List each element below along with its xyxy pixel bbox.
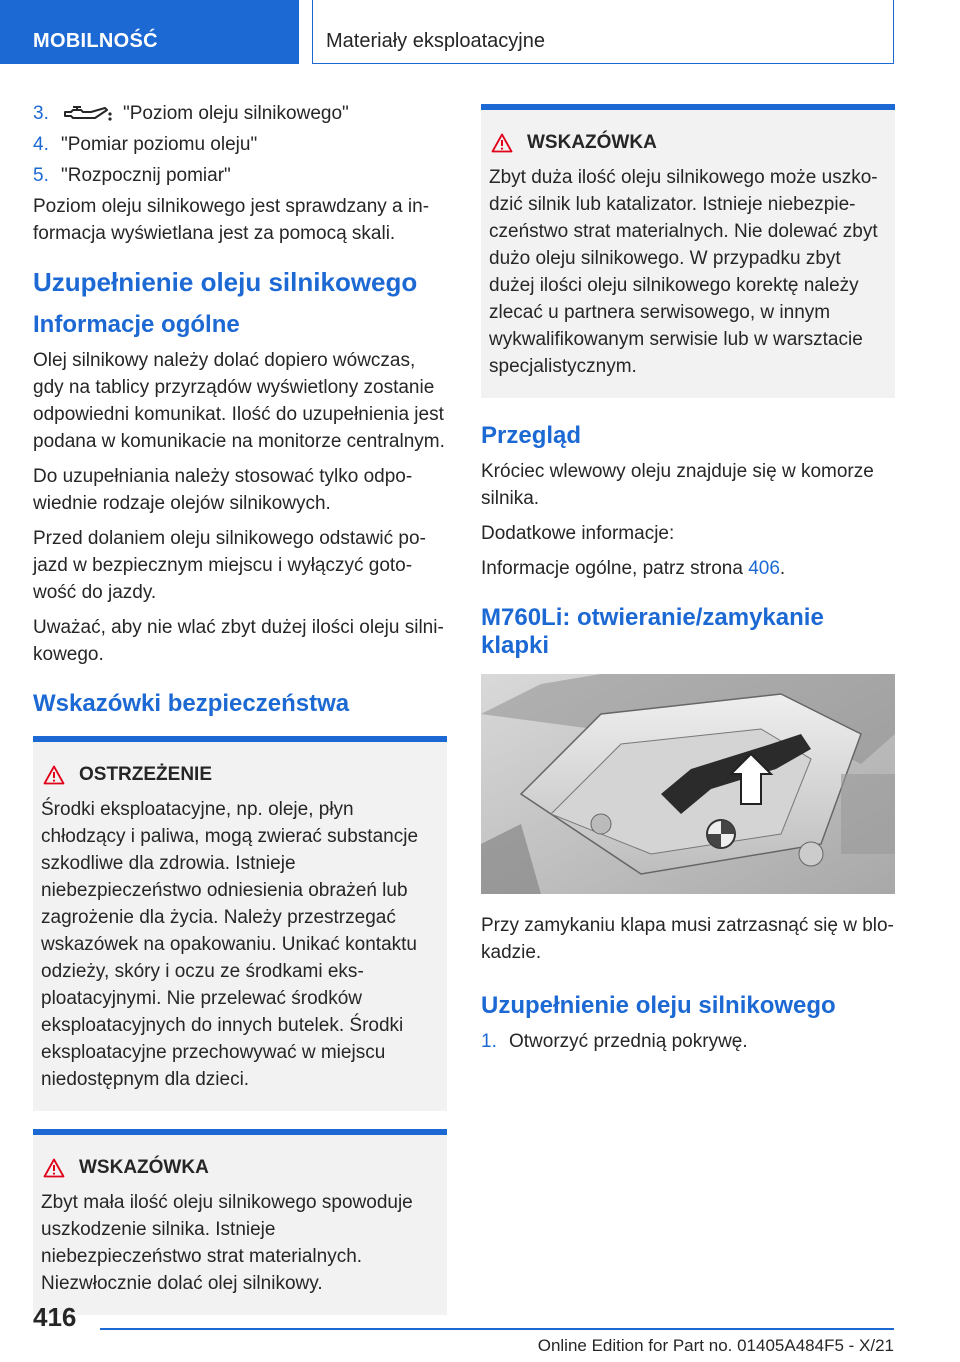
note-box (33, 1129, 447, 1315)
page-number: 416 (33, 1302, 77, 1332)
paragraph: Uważać, aby nie wlać zbyt dużej ilości oleju silnikowego. (33, 617, 444, 665)
subheading-fill: Uzupełnienie oleju silnikowego (481, 992, 836, 1019)
subheading-m760: M760Li: otwieranie/zamykanie klapki (481, 604, 824, 659)
step-number: 1. (481, 1031, 497, 1052)
paragraph (481, 555, 895, 582)
header-section (0, 0, 299, 64)
image-caption: Przy zamykaniu klapa musi zatrzasnąć się w blokadzie. (481, 915, 894, 963)
intro-paragraph: Poziom oleju silnikowego jest sprawdzany a informacja wyświetlana jest za pomocą skali. (33, 196, 430, 244)
paragraph: Do uzupełniania należy stosować tylko odpowiednie rodzaje olejów silnikowych. (33, 466, 413, 514)
section-heading: Uzupełnienie oleju silnikowego (33, 267, 418, 297)
list-item (33, 131, 447, 158)
subheading-safety: Wskazówki bezpieczeństwa (33, 690, 350, 717)
note-box (481, 104, 895, 398)
step-text: "Poziom oleju silnikowego" (123, 103, 349, 124)
warning-title: OSTRZEŻENIE (79, 764, 213, 785)
step-number: 4. (33, 134, 49, 155)
warning-text: Środki eksploatacyjne, np. oleje, płyn chłodzący i paliwa, mogą zwierać substancje szkodliwe dla zdrowia. Istnieje niebezpieczeństwo odniesienia obrażeń lub zagrożenie dla życia. Należy przestrzegać wskazówek na opakowaniu. Unikać kontaktu odzieży, skóry i oczu ze środkami eksploatacyjnymi. Nie przelewać środków eksploatacyjnych do innych butelek. Środki eksploatacyjne przechowywać w miejscu niedostępnym dla dzieci. (41, 799, 419, 1090)
header-chapter (312, 0, 894, 64)
subheading-review: Przegląd (481, 422, 582, 449)
step-text: "Rozpocznij pomiar" (61, 165, 231, 186)
note-title: WSKAZÓWKA (79, 1157, 209, 1178)
step-number: 5. (33, 165, 49, 186)
step-text: Otworzyć przednią pokrywę. (509, 1031, 748, 1052)
note-title: WSKAZÓWKA (527, 132, 657, 153)
note-text: Zbyt mała ilość oleju silnikowego spowoduje uszkodzenie silnika. Istnieje niebezpieczeństwo strat materialnych. Niezwłocznie dolać olej silnikowy. (41, 1192, 413, 1294)
warning-triangle-icon (43, 765, 65, 785)
header-section-label: MOBILNOŚĆ (33, 30, 158, 52)
crossref-end: . (779, 558, 786, 579)
paragraph: Przed dolaniem oleju silnikowego odstawić pojazd w bezpiecznym miejscu i wyłączyć gotowość do jazdy. (33, 528, 426, 603)
step-list (33, 100, 447, 189)
warning-box (33, 736, 447, 1111)
list-item (33, 162, 447, 189)
paragraph: Dodatkowe informacje: (481, 523, 675, 544)
list-item (481, 1028, 895, 1055)
paragraph: Olej silnikowy należy dolać dopiero wówczas, gdy na tablicy przyrządów wyświetlony zostanie odpowiedni komunikat. Ilość do uzupełnienia jest podana w komunikacie na monitorze centralnym. (33, 350, 445, 452)
warning-triangle-icon (491, 133, 513, 153)
step-text: "Pomiar poziomu oleju" (61, 134, 258, 155)
footer-divider (100, 1328, 894, 1330)
oil-can-icon (61, 104, 113, 124)
left-column (33, 100, 447, 1329)
engine-bay-image (481, 674, 895, 894)
right-column (481, 97, 895, 1059)
list-item (33, 100, 447, 127)
subheading-general: Informacje ogólne (33, 311, 240, 338)
step-list (481, 1028, 895, 1055)
page-link[interactable]: 406 (748, 558, 780, 579)
warning-triangle-icon (43, 1158, 65, 1178)
footer-edition: Online Edition for Part no. 01405A484F5 - X/21 (537, 1336, 894, 1355)
note-text: Zbyt duża ilość oleju silnikowego może uszkodzić silnik lub katalizator. Istnieje niebezpieczeństwo strat materialnych. Nie dolewać zbyt dużo oleju silnikowego. W przypadku zbyt dużej ilości oleju silnikowego korektę należy zlecać u partnera serwisowego, w innym wykwalifikowanym serwisie lub w warsztacie specjalistycznym. (489, 167, 878, 377)
paragraph: Króciec wlewowy oleju znajduje się w komorze silnika. (481, 461, 874, 509)
step-number: 3. (33, 103, 49, 124)
crossref-text: Informacje ogólne, patrz strona (481, 558, 749, 579)
header-chapter-label: Materiały eksploatacyjne (326, 30, 545, 52)
